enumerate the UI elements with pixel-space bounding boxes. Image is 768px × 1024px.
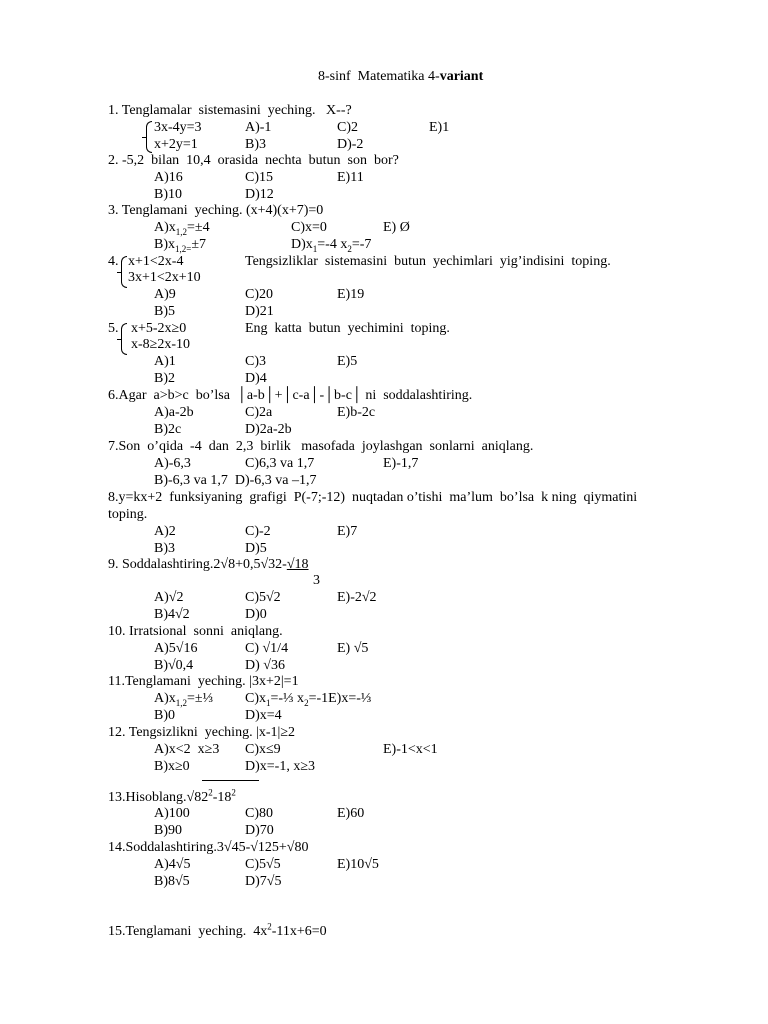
q9-option-a: A)√2 [154,590,184,605]
q12-option-b: B)x≥0 [154,759,190,774]
q13-option-b: B)90 [154,823,182,838]
fraction-numerator: √18 [286,557,309,572]
q5-option-b: B)2 [154,371,175,386]
q5-option-a: A)1 [154,354,176,369]
q14-option-d: D)7√5 [245,874,282,889]
q9-option-c: C)5√2 [245,590,281,605]
question-6: 6.Agar a>b>c bo’lsa │a-b│+│c-a│-│b-c│ ni soddalashtiring. [108,388,473,403]
q2-option-e: E)11 [337,170,364,185]
system-brace [121,256,127,288]
q8-option-e: E)7 [337,524,358,539]
q10-option-b: B)√0,4 [154,658,194,673]
q1-option-e: E)1 [429,120,450,135]
q5-eq1: x+5-2x≥0 [131,321,187,336]
q11-option-a: $A)x_{1,2}=\pm\frac{1}{3}$ [154,691,214,708]
fraction-denominator: 3 [313,573,320,588]
question-8-line1: 8.y=kx+2 funksiyaning grafigi P(-7;-12) nuqtadan o’tishi ma’lum bo’lsa k ning qiymatini [108,490,638,505]
question-13: $13.Hisoblang.√82^2-18^2$ [108,787,236,805]
q4-eq1: x+1<2x-4 [128,254,184,269]
q13-option-d: D)70 [245,823,274,838]
q9-option-e: E)-2√2 [337,590,377,605]
q13-option-e: E)60 [337,806,365,821]
q12-option-a: A)x<2 x≥3 [154,742,220,757]
q14-option-c: C)5√5 [245,857,281,872]
question-11: 11.Tenglamani yeching. |3x+2|=1 [108,674,299,689]
q7-option-a: A)-6,3 [154,456,191,471]
q11-option-d: D)x=4 [245,708,282,723]
q5-eq2: x-8≥2x-10 [131,337,191,352]
q11-option-c-e: $C)x_1=-\frac{1}{3}$ $x_2=-1E)x=-\frac{1}{3}$ [245,691,372,708]
q1-option-a: A)-1 [245,120,272,135]
q4-option-b: B)5 [154,304,175,319]
q4-eq2: 3x+1<2x+10 [128,270,201,285]
title-bold: variant [439,69,484,84]
q2-option-c: C)15 [245,170,273,185]
q14-option-b: B)8√5 [154,874,190,889]
q9-option-b: B)4√2 [154,607,190,622]
q10-option-d: D) √36 [245,658,285,673]
question-14: 14.Soddalashtiring.3√45-√125+√80 [108,840,309,855]
question-1: 1. Tenglamalar sistemasini yeching. X--? [108,103,352,118]
question-2: 2. -5,2 bilan 10,4 orasida nechta butun son bor? [108,153,399,168]
q2-option-d: D)12 [245,187,274,202]
q8-option-d: D)5 [245,541,267,556]
q5-option-d: D)4 [245,371,267,386]
q11-option-b: B)0 [154,708,175,723]
q4-option-a: A)9 [154,287,176,302]
q3-option-c: C)x=0 [291,220,327,235]
q1-option-b: B)3 [245,137,266,152]
question-3: 3. Tenglamani yeching. (x+4)(x+7)=0 [108,203,324,218]
question-4-number: 4. [108,254,119,269]
q1-option-d: D)-2 [337,137,364,152]
q7-option-bd: B)-6,3 va 1,7 D)-6,3 va –1,7 [154,473,317,488]
q3-option-e: E) Ø [383,220,410,235]
q8-option-c: C)-2 [245,524,271,539]
q13-option-c: C)80 [245,806,273,821]
question-10: 10. Irratsional sonni aniqlang. [108,624,283,639]
q12-option-e: E)-1<x<1 [383,742,438,757]
q2-option-a: A)16 [154,170,183,185]
q3-option-a: $A)x_{1,2}=\pm 4$ [154,220,210,237]
q6-option-c: C)2a [245,405,273,420]
q5-option-e: E)5 [337,354,358,369]
page-title [318,69,483,86]
q10-option-c: C) √1/4 [245,641,289,656]
question-15: 15.Tenglamani yeching. $4x^2-11x+6=0$ [108,921,327,939]
q10-option-e: E) √5 [337,641,369,656]
q1-eq1: 3x-4y=3 [154,120,202,135]
q3-option-b: $B)x_{1,2=}\pm 7$ [154,237,207,254]
q1-eq2: x+2y=1 [154,137,198,152]
question-5-task: Eng katta butun yechimini toping. [245,321,450,336]
q6-option-d: D)2a-2b [245,422,292,437]
q4-option-c: C)20 [245,287,273,302]
q5-option-c: C)3 [245,354,266,369]
q12-option-d: D)x=-1, x≥3 [245,759,316,774]
q2-option-b: B)10 [154,187,182,202]
q8-option-b: B)3 [154,541,175,556]
question-8-line2: toping. [108,507,148,522]
q6-option-b: B)2c [154,422,182,437]
q13-option-a: A)100 [154,806,190,821]
question-5-number: 5. [108,321,119,336]
q4-option-e: E)19 [337,287,365,302]
title-prefix: 8-sinf Matematika 4- [318,69,440,84]
q6-option-e: E)b-2c [337,405,376,420]
question-7: 7.Son o’qida -4 dan 2,3 birlik masofada joylashgan sonlarni aniqlang. [108,439,534,454]
q14-option-a: A)4√5 [154,857,191,872]
q7-option-e: E)-1,7 [383,456,419,471]
system-brace [121,323,127,355]
radical-overline [202,780,259,781]
q3-option-d: $D)x_1=-4$ $x_2=-7$ [291,237,372,254]
q7-option-c: C)6,3 va 1,7 [245,456,315,471]
question-4-task: Tengsizliklar sistemasini butun yechimlari yig’indisini toping. [245,254,611,269]
system-brace [146,121,152,153]
q10-option-a: A)5√16 [154,641,198,656]
q4-option-d: D)21 [245,304,274,319]
question-9: 9. Soddalashtiring.2√8+0,5√32-√18 [108,557,309,572]
q14-option-e: E)10√5 [337,857,379,872]
q12-option-c: C)x≤9 [245,742,281,757]
q9-option-d: D)0 [245,607,267,622]
q1-option-c: C)2 [337,120,358,135]
q6-option-a: A)a-2b [154,405,194,420]
q8-option-a: A)2 [154,524,176,539]
question-12: 12. Tengsizlikni yeching. |x-1|≥2 [108,725,296,740]
